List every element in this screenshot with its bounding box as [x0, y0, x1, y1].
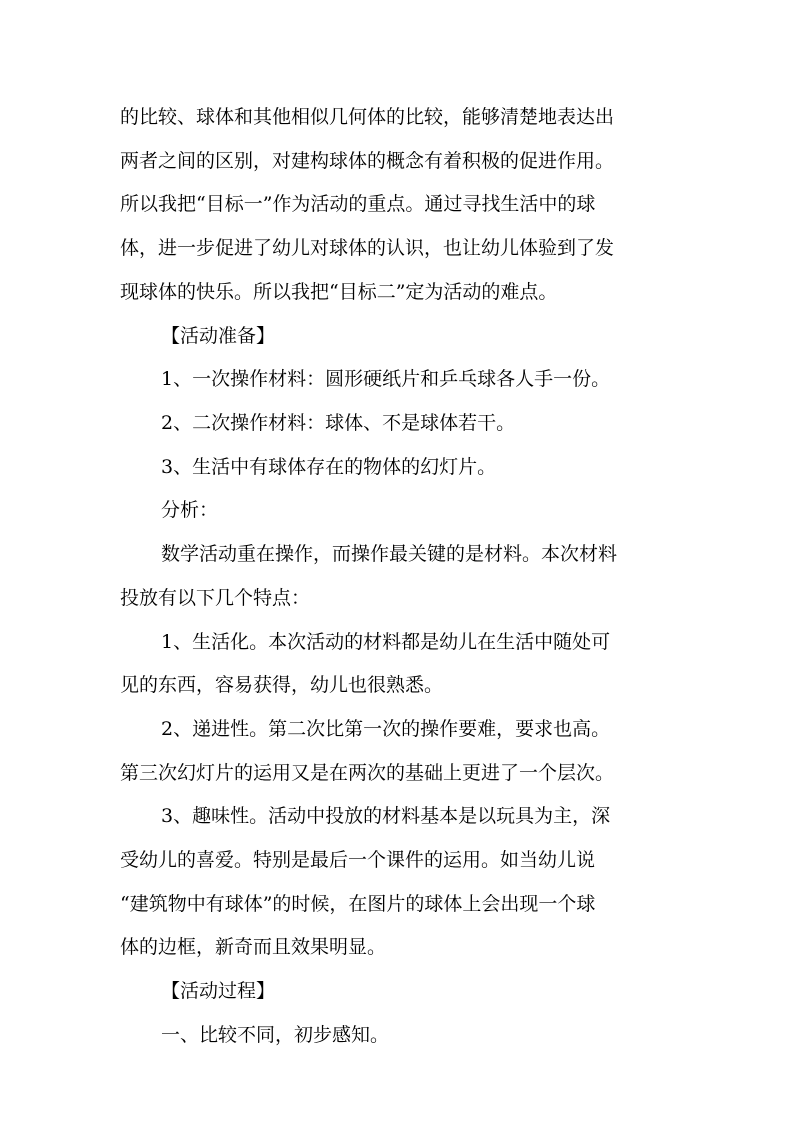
- subsection-heading: 一、比较不同，初步感知。: [161, 1024, 390, 1046]
- paragraph-line: 体，进一步促进了幼儿对球体的认识，也让幼儿体验到了发: [120, 237, 615, 259]
- section-heading-activity-preparation: 【活动准备】: [161, 325, 276, 347]
- paragraph-line: 投放有以下几个特点：: [120, 587, 311, 609]
- list-item: 3、趣味性。活动中投放的材料基本是以玩具为主，深: [161, 805, 611, 827]
- paragraph-line: 的比较、球体和其他相似几何体的比较，能够清楚地表达出: [120, 106, 615, 128]
- list-item: 1、一次操作材料：圆形硬纸片和乒乓球各人手一份。: [161, 368, 611, 390]
- list-item: 3、生活中有球体存在的物体的幻灯片。: [161, 456, 497, 478]
- paragraph-line: 数学活动重在操作，而操作最关键的是材料。本次材料: [161, 543, 618, 565]
- list-item: 1、生活化。本次活动的材料都是幼儿在生活中随处可: [161, 631, 611, 653]
- list-item: 2、二次操作材料：球体、不是球体若干。: [161, 412, 516, 434]
- paragraph-line: 两者之间的区别，对建构球体的概念有着积极的促进作用。: [120, 150, 615, 172]
- analysis-label: 分析：: [161, 499, 219, 521]
- paragraph-line: “建筑物中有球体”的时候，在图片的球体上会出现一个球: [120, 893, 596, 915]
- paragraph-line: 现球体的快乐。所以我把“目标二”定为活动的难点。: [120, 281, 558, 303]
- paragraph-line: 第三次幻灯片的运用又是在两次的基础上更进了一个层次。: [120, 762, 615, 784]
- list-item: 2、递进性。第二次比第一次的操作要难，要求也高。: [161, 718, 611, 740]
- paragraph-line: 体的边框，新奇而且效果明显。: [120, 936, 387, 958]
- paragraph-line: 所以我把“目标一”作为活动的重点。通过寻找生活中的球: [120, 193, 596, 215]
- section-heading-activity-process: 【活动过程】: [161, 980, 276, 1002]
- paragraph-line: 受幼儿的喜爱。特别是最后一个课件的运用。如当幼儿说: [120, 849, 596, 871]
- paragraph-line: 见的东西，容易获得，幼儿也很熟悉。: [120, 674, 444, 696]
